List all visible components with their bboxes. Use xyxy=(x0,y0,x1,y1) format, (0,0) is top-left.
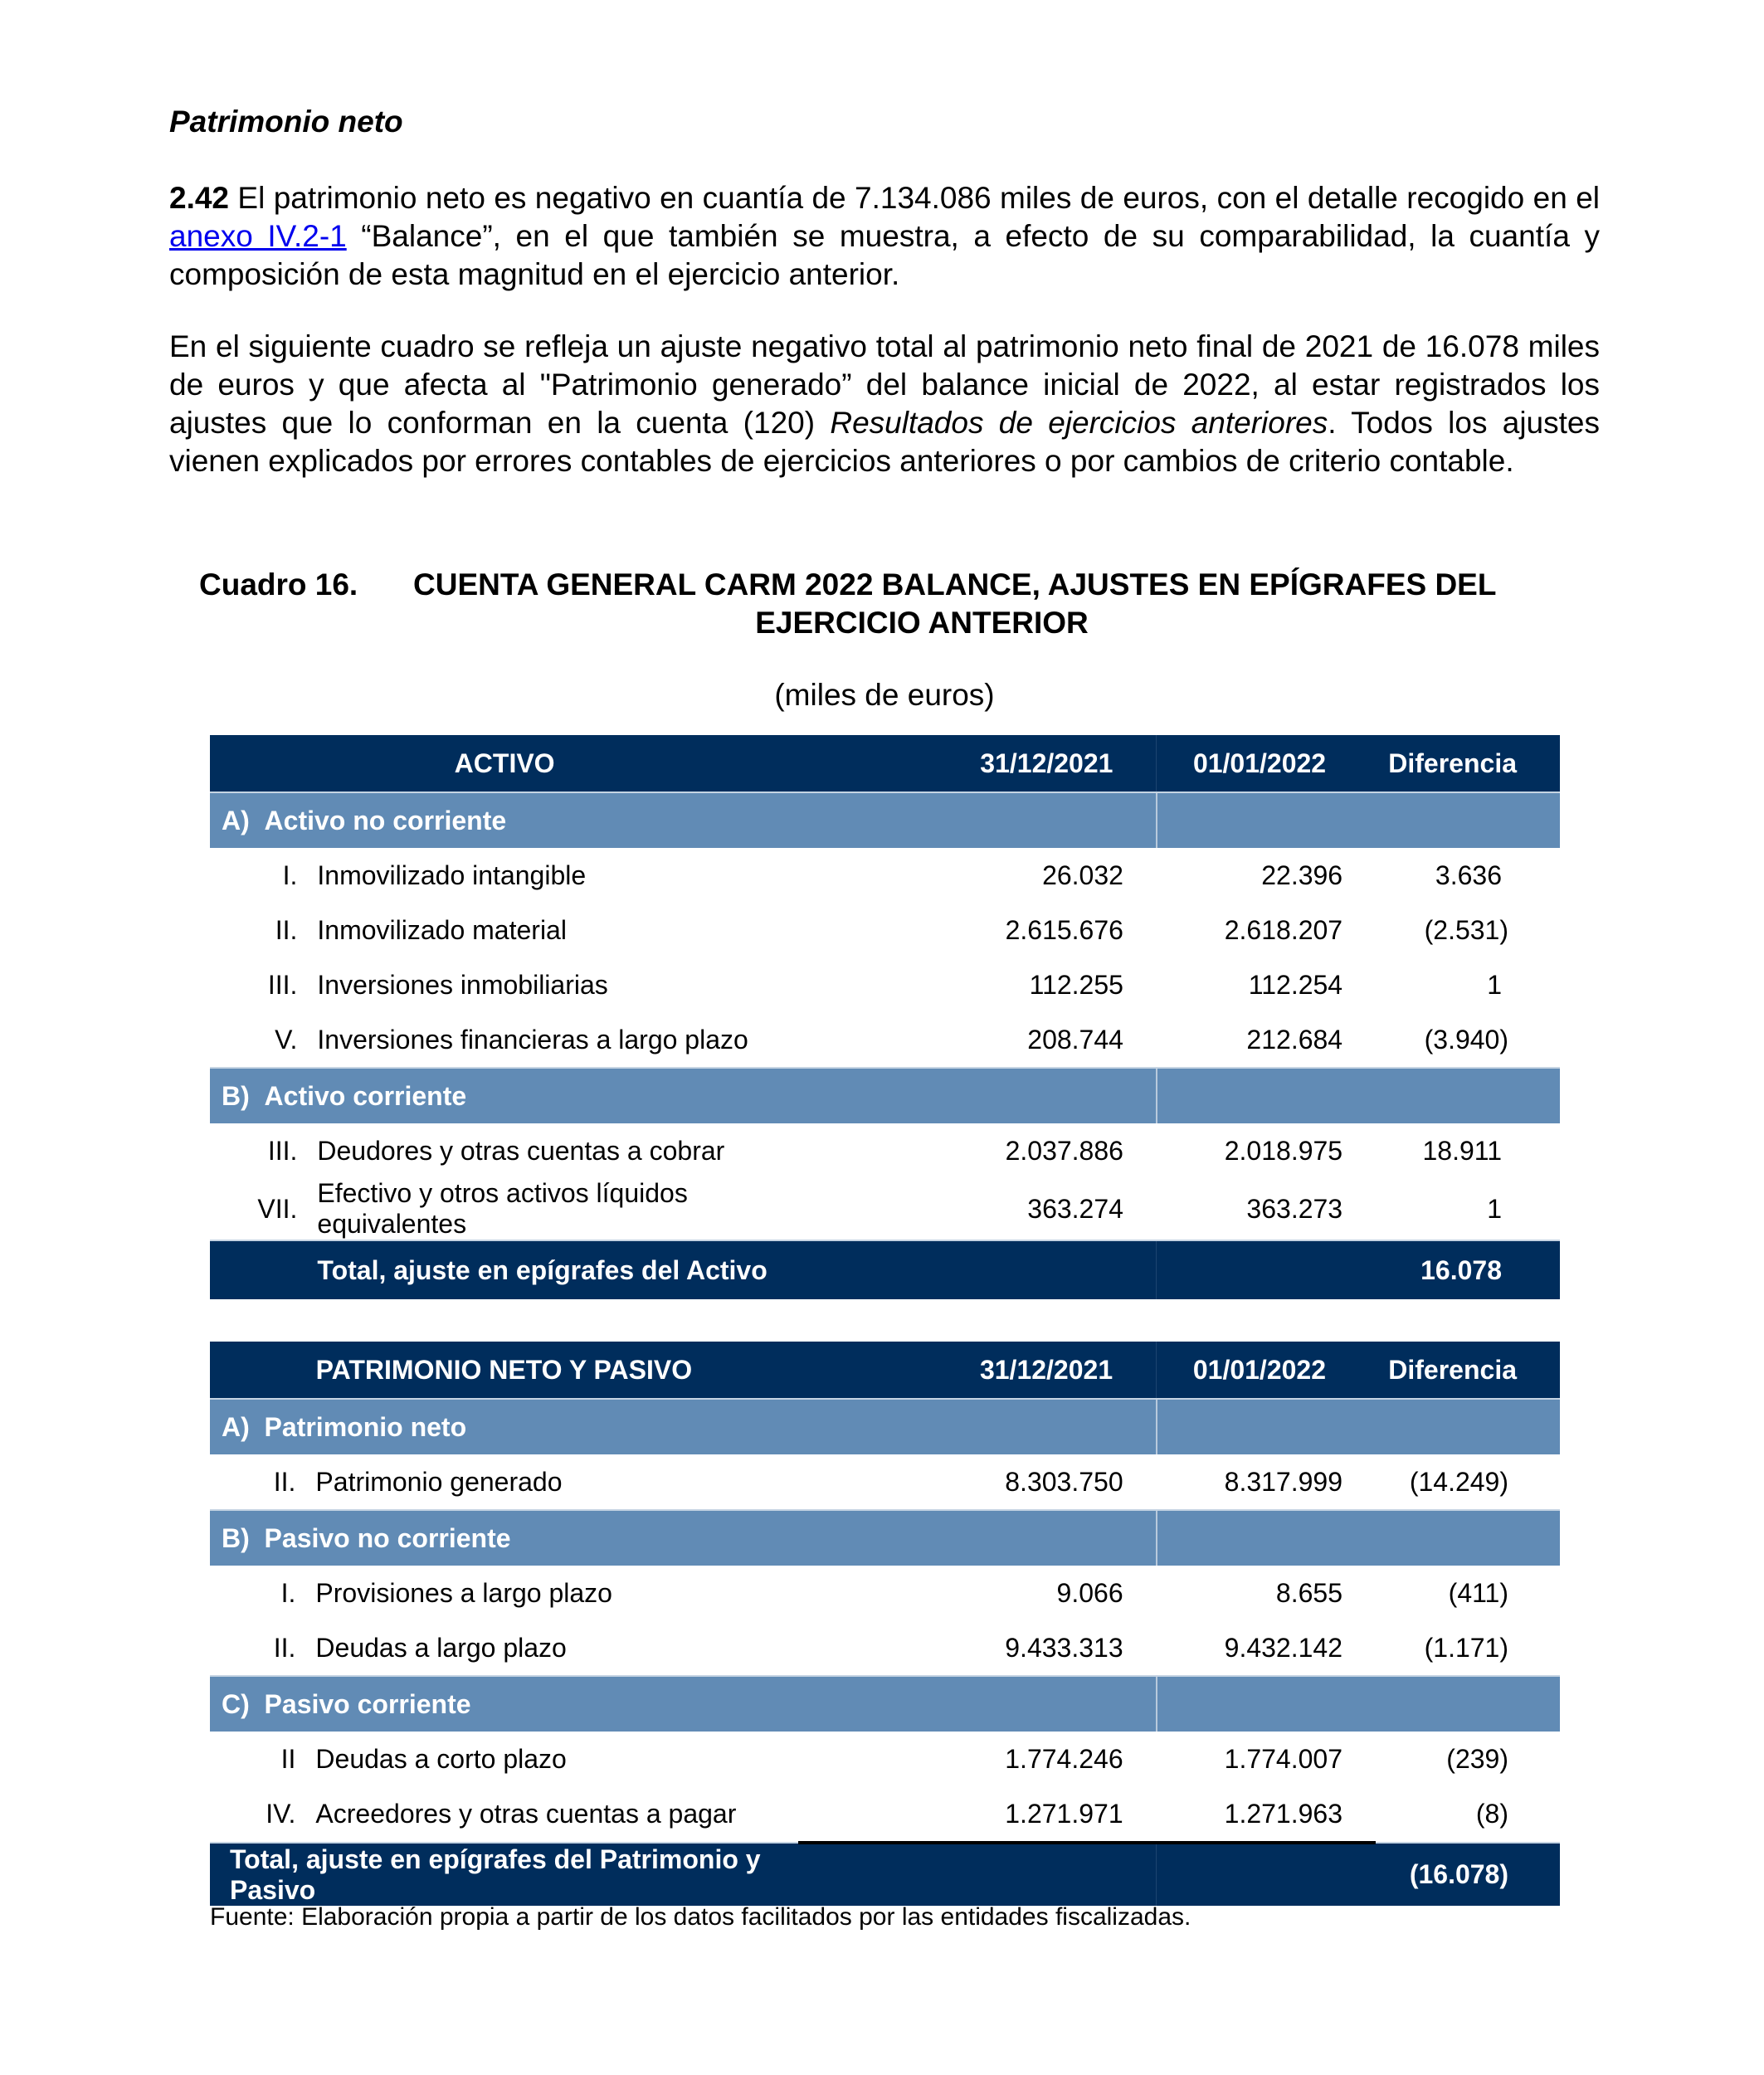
paragraph-text: “Balance”, en el que también se muestra, a efecto de su comparabilidad, la cuantía y composición de esta magnitud en el ejercicio anterior. xyxy=(169,219,1600,291)
table-row xyxy=(210,903,1560,957)
table-row xyxy=(210,1620,1560,1676)
row-value-2021: 9.066 xyxy=(1056,1577,1123,1608)
section-label: C) Pasivo corriente xyxy=(210,1676,798,1732)
row-label: Patrimonio generado xyxy=(315,1466,563,1497)
paragraph-text: En el siguiente cuadro se refleja un ajuste negativo total al patrimonio neto final de 2021 de 16.078 miles de euros y que afecta al "Patrimonio generado” del balance inicial de 2022, al estar registrados los ajustes que lo conforman en la cuenta (120) xyxy=(169,329,1600,440)
row-value-2022: 8.655 xyxy=(1275,1577,1342,1608)
annex-link[interactable]: anexo IV.2-1 xyxy=(169,219,347,253)
row-value-2022: 1.774.007 xyxy=(1224,1743,1342,1774)
row-value-2021: 2.615.676 xyxy=(1005,914,1123,945)
paragraph-number: 2.42 xyxy=(169,181,230,215)
header-col-diferencia: Diferencia xyxy=(1376,1342,1560,1399)
row-value-2021: 9.433.313 xyxy=(1005,1632,1123,1663)
header-col-2021: 31/12/2021 xyxy=(798,1342,1157,1399)
header-col-2022: 01/01/2022 xyxy=(1157,1342,1376,1399)
row-value-2021: 1.271.971 xyxy=(1005,1798,1123,1829)
row-value-2021: 363.274 xyxy=(1027,1193,1123,1224)
header-col-diferencia: Diferencia xyxy=(1376,735,1560,792)
row-value-2021: 2.037.886 xyxy=(1005,1135,1123,1166)
header-col-2021: 31/12/2021 xyxy=(799,735,1157,792)
total-row xyxy=(210,1843,1560,1906)
table-row xyxy=(210,957,1560,1012)
row-value-2021: 1.774.246 xyxy=(1005,1743,1123,1774)
table-row xyxy=(210,1732,1560,1786)
units-label: (miles de euros) xyxy=(774,678,995,712)
table-header-row xyxy=(210,1342,1560,1399)
table-row xyxy=(210,1454,1560,1510)
row-value-2022: 2.618.207 xyxy=(1224,914,1343,945)
table-header-row xyxy=(210,735,1560,792)
caption-number: Cuadro 16. xyxy=(199,567,358,602)
row-value-2022: 112.254 xyxy=(1248,969,1343,1000)
row-roman: IV. xyxy=(266,1799,296,1829)
row-value-diff: 18.911 xyxy=(1422,1135,1502,1166)
table-caption xyxy=(169,566,1600,642)
row-roman: III. xyxy=(267,969,298,1000)
row-roman: II. xyxy=(275,914,298,945)
row-roman: V. xyxy=(275,1024,298,1055)
row-value-diff: (2.531) xyxy=(1424,914,1508,945)
section-row xyxy=(210,792,1560,848)
paragraph-text: . Todos los ajustes vienen explicados por errores contables de ejercicios anteriores o por cambios de criterio contable. xyxy=(169,406,1600,478)
row-value-diff: (239) xyxy=(1446,1743,1508,1774)
row-value-2022: 22.396 xyxy=(1261,860,1343,890)
header-col-2022: 01/01/2022 xyxy=(1157,735,1376,792)
section-label: B) Activo corriente xyxy=(210,1068,799,1123)
section-row xyxy=(210,1510,1560,1566)
table-row xyxy=(210,1012,1560,1068)
paragraph-text: El patrimonio neto es negativo en cuantía de 7.134.086 miles de euros, con el detalle recogido en el xyxy=(229,181,1600,215)
table-row xyxy=(210,1786,1560,1843)
row-value-2022: 1.271.963 xyxy=(1224,1798,1342,1829)
caption-title-line2: EJERCICIO ANTERIOR xyxy=(755,606,1089,640)
row-value-diff: 1 xyxy=(1487,969,1502,1000)
paragraph-2-42 xyxy=(169,179,1600,294)
section-label: B) Pasivo no corriente xyxy=(210,1510,798,1566)
header-label: PATRIMONIO NETO Y PASIVO xyxy=(210,1342,798,1399)
row-roman: II. xyxy=(273,1632,296,1663)
row-label: Inversiones inmobiliarias xyxy=(317,969,608,1000)
row-value-2022: 8.317.999 xyxy=(1224,1466,1342,1497)
row-value-2021: 112.255 xyxy=(1029,969,1123,1000)
table-row xyxy=(210,1566,1560,1620)
row-value-diff: (411) xyxy=(1448,1577,1508,1608)
total-value: (16.078) xyxy=(1376,1843,1560,1906)
total-value: 16.078 xyxy=(1376,1240,1560,1299)
row-value-2022: 9.432.142 xyxy=(1224,1632,1342,1663)
row-roman: I. xyxy=(280,1577,296,1608)
paragraph-adjustments xyxy=(169,328,1600,480)
row-value-diff: 3.636 xyxy=(1435,860,1502,890)
total-label: Total, ajuste en epígrafes del Patrimonio y Pasivo xyxy=(210,1843,798,1906)
row-value-diff: (3.940) xyxy=(1424,1024,1508,1055)
row-value-2021: 26.032 xyxy=(1042,860,1123,890)
activo-table xyxy=(210,735,1560,1299)
section-row xyxy=(210,1068,1560,1123)
total-label: Total, ajuste en epígrafes del Activo xyxy=(317,1240,799,1299)
row-label: Provisiones a largo plazo xyxy=(315,1577,612,1608)
section-label: A) Activo no corriente xyxy=(210,792,799,848)
account-name-italic: Resultados de ejercicios anteriores xyxy=(830,406,1328,440)
header-label: ACTIVO xyxy=(210,735,799,792)
table-row xyxy=(210,848,1560,903)
row-value-2022: 363.273 xyxy=(1246,1193,1343,1224)
pasivo-table xyxy=(210,1342,1560,1906)
table-row xyxy=(210,1123,1560,1178)
row-value-2021: 8.303.750 xyxy=(1005,1466,1123,1497)
section-row xyxy=(210,1399,1560,1454)
caption-title-line1: CUENTA GENERAL CARM 2022 BALANCE, AJUSTES EN EPÍGRAFES DEL xyxy=(413,567,1497,602)
row-label: Deudores y otras cuentas a cobrar xyxy=(317,1135,725,1166)
row-roman: III. xyxy=(267,1135,298,1166)
section-row xyxy=(210,1676,1560,1732)
total-row xyxy=(210,1240,1560,1299)
row-value-2022: 2.018.975 xyxy=(1224,1135,1343,1166)
section-heading: Patrimonio neto xyxy=(169,105,403,139)
row-label: Inversiones financieras a largo plazo xyxy=(317,1024,748,1055)
row-value-diff: (1.171) xyxy=(1424,1632,1508,1663)
row-label: Efectivo y otros activos líquidos equivalentes xyxy=(317,1178,688,1239)
row-roman: II. xyxy=(273,1466,296,1497)
row-roman: I. xyxy=(282,860,298,890)
table-row xyxy=(210,1178,1560,1240)
row-label: Inmovilizado material xyxy=(317,914,567,945)
source-note: Fuente: Elaboración propia a partir de los datos facilitados por las entidades fiscalizadas. xyxy=(210,1903,1191,1931)
row-value-diff: (14.249) xyxy=(1409,1466,1508,1497)
row-label: Inmovilizado intangible xyxy=(317,860,587,890)
row-value-2022: 212.684 xyxy=(1246,1024,1343,1055)
row-label: Acreedores y otras cuentas a pagar xyxy=(315,1799,737,1829)
row-roman: VII. xyxy=(257,1193,298,1224)
row-value-diff: (8) xyxy=(1475,1799,1508,1829)
row-label: Deudas a corto plazo xyxy=(315,1743,567,1774)
section-label: A) Patrimonio neto xyxy=(210,1399,798,1454)
row-roman: II xyxy=(280,1743,296,1774)
row-value-diff: 1 xyxy=(1487,1193,1502,1224)
row-value-2021: 208.744 xyxy=(1027,1024,1123,1055)
row-label: Deudas a largo plazo xyxy=(315,1632,567,1663)
